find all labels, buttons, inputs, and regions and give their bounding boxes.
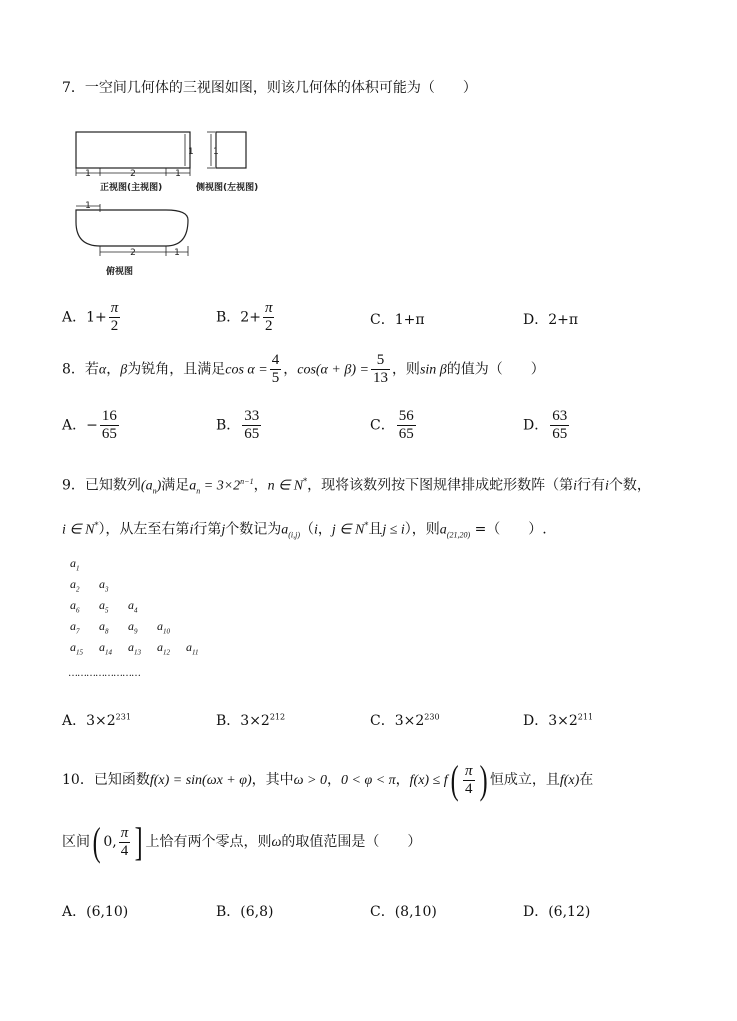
q10-option-d[interactable]: D．(6,12): [523, 904, 591, 920]
q10-option-a[interactable]: A．(6,10): [62, 904, 129, 920]
top-view-label: 俯视图: [106, 267, 134, 277]
q10-option-b[interactable]: B．(6,8): [216, 904, 274, 920]
q7-stem: 7．一空间几何体的三视图如图，则该几何体的体积可能为（ ）: [62, 80, 477, 96]
top-dim-1b: 1: [174, 248, 180, 258]
q9-option-a[interactable]: A．$3\times 2^{231}$: [62, 712, 131, 729]
front-view-rect: [76, 132, 190, 168]
top-dim-1a: 1: [85, 201, 91, 211]
q9-option-d[interactable]: D．$3\times 2^{211}$: [523, 712, 594, 729]
matrix-cell: $a_9$: [128, 619, 138, 636]
q8-option-d[interactable]: D． $\frac{63}{65}$: [523, 408, 568, 442]
q7-three-view-figure: [70, 122, 290, 282]
q7-option-b[interactable]: B．2+ $\frac{\pi}{2}$: [216, 300, 273, 334]
matrix-cell: $a_5$: [99, 598, 109, 615]
matrix-cell: $a_6$: [70, 598, 80, 615]
front-dim-height: 1: [188, 147, 194, 157]
matrix-cell: $a_2$: [70, 577, 80, 594]
q10-stem-line1: 10．已知函数f(x) = sin(ωx + φ)，其中ω > 0，0 < φ < π，f(x) ≤ f( $\frac{\pi}{4}$ ) 恒成立，且f(x)在: [62, 757, 594, 802]
front-dim-1b: 1: [175, 169, 181, 179]
side-view-rect: [216, 132, 246, 168]
q8-option-a[interactable]: A．− $\frac{16}{65}$: [62, 408, 117, 442]
matrix-cell: $a_{14}$: [99, 640, 112, 657]
q10-stem-line2: 区间( 0, $\frac{\pi}{4}$ ] 上恰有两个零点，则ω的取值范围是（ ）: [62, 819, 422, 864]
matrix-cell: $a_8$: [99, 619, 109, 636]
q9-snake-matrix: [70, 556, 230, 686]
q7-option-a[interactable]: A．1+ $\frac{\pi}{2}$: [62, 300, 119, 334]
matrix-cell: $a_4$: [128, 598, 138, 615]
front-view-label: 正视图(主视图): [100, 183, 163, 193]
q10-option-c[interactable]: C．(8,10): [370, 904, 437, 920]
front-dim-1a: 1: [85, 169, 91, 179]
side-dim-height: 1: [213, 147, 219, 157]
q9-option-c[interactable]: C．$3\times 2^{230}$: [370, 712, 440, 729]
top-view-shape: [76, 210, 188, 246]
side-view-label: 侧视图(左视图): [196, 183, 259, 193]
front-dim-2: 2: [130, 169, 136, 179]
matrix-cell: $a_{15}$: [70, 640, 83, 657]
q8-stem: 8．若α，β为锐角，且满足cos α = $\frac{4}{5}$ ，cos(α + β) = $\frac{5}{13}$ ，则sin β的值为（ ）: [62, 352, 545, 386]
matrix-cell: $a_{12}$: [157, 640, 170, 657]
top-dim-2: 2: [130, 248, 136, 258]
matrix-cell: $a_{10}$: [157, 619, 170, 636]
matrix-cell: $a_{11}$: [186, 640, 199, 657]
q9-stem-line2: i ∈ N*），从左至右第i行第j个数记为$a_{(i,j)}(i$，j ∈ N*且j ≤ i），则$a_{(21,20)}$ =（ ）.: [62, 521, 547, 540]
matrix-cell: $a_{13}$: [128, 640, 141, 657]
q9-matrix-dots: ……………………: [68, 668, 140, 679]
q7-option-d[interactable]: D．2+π: [523, 312, 579, 328]
q8-option-b[interactable]: B． $\frac{33}{65}$: [216, 408, 260, 442]
matrix-cell: $a_3$: [99, 577, 109, 594]
q9-option-b[interactable]: B．$3\times 2^{212}$: [216, 712, 286, 729]
matrix-cell: $a_1$: [70, 556, 80, 573]
q7-option-c[interactable]: C．1+π: [370, 312, 425, 328]
q8-option-c[interactable]: C． $\frac{56}{65}$: [370, 408, 414, 442]
q9-stem-line1: 9．已知数列$(a_n)$满足$a_n = 3\times 2^{n-1}$，n ∈ N*，现将该数列按下图规律排成蛇形数阵（第i行有i个数，: [62, 477, 651, 496]
matrix-cell: $a_7$: [70, 619, 80, 636]
